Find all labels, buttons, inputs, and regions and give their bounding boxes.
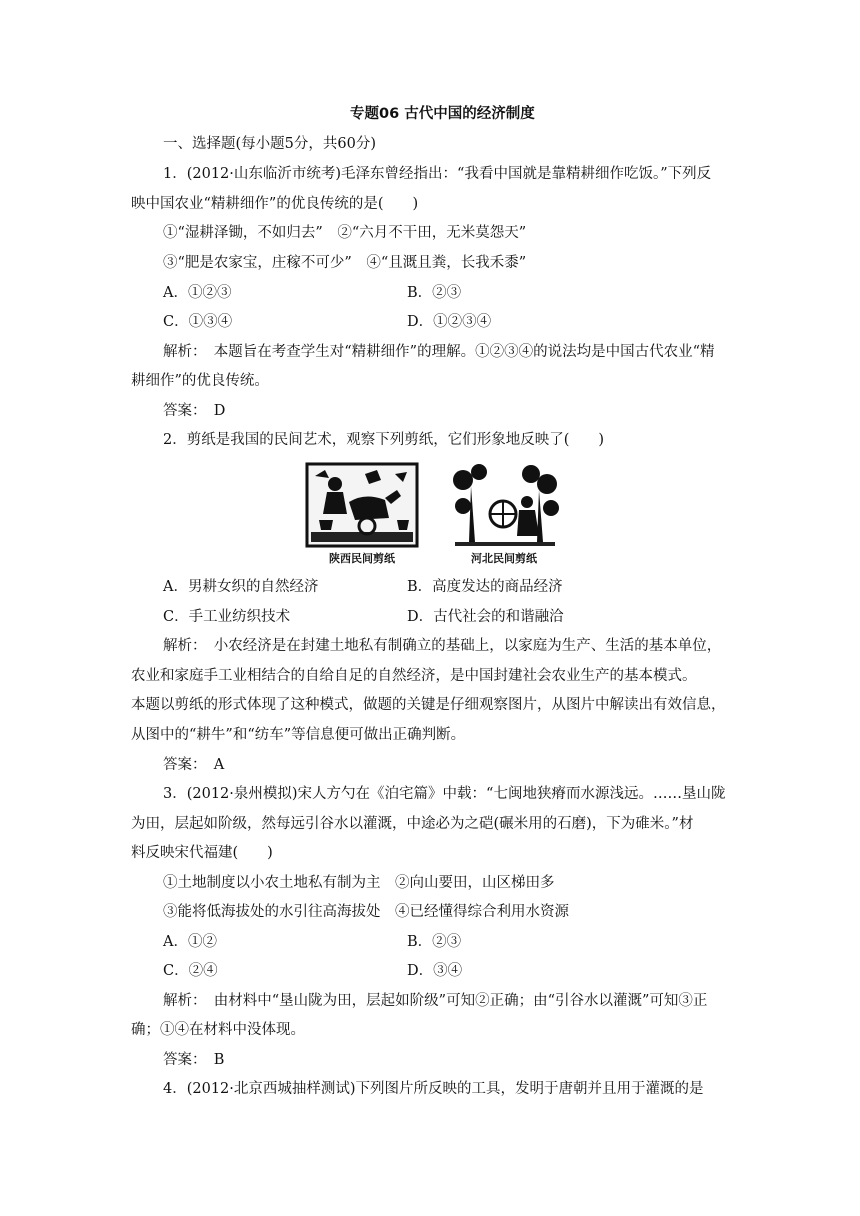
q2-stem: 2．剪纸是我国的民间艺术，观察下列剪纸，它们形象地反映了( ): [163, 432, 605, 448]
q2-analysis-line3: 本题以剪纸的形式体现了这种模式，做题的关键是仔细观察图片，从图片中解读出有效信息，: [131, 697, 726, 713]
q4-stem: 4．(2012·北京西城抽样测试)下列图片所反映的工具，发明于唐朝并且用于灌溉的是: [163, 1081, 704, 1097]
q1-stem-line1: 1．(2012·山东临沂市统考)毛泽东曾经指出：“我看中国就是靠精耕细作吃饭。”下列反: [163, 166, 712, 182]
q3-option-b: B．②③: [407, 934, 462, 950]
q3-analysis-line2: 确；①④在材料中没体现。: [131, 1022, 305, 1038]
q1-items-line2: ③“肥是农家宝，庄稼不可少” ④“且溉且粪，长我禾黍”: [163, 255, 527, 271]
q3-items-line2: ③能将低海拔处的水引往高海拔处 ④已经懂得综合利用水资源: [163, 904, 569, 920]
q3-option-a: A．①②: [163, 934, 217, 950]
q1-analysis-line2: 耕细作”的优良传统。: [131, 373, 269, 389]
q3-analysis-line1: 解析： 由材料中“垦山陇为田，层起如阶级”可知②正确；由“引谷水以灌溉”可知③正: [163, 993, 708, 1009]
q1-stem-line2: 映中国农业“精耕细作”的优良传统的是( ): [131, 196, 419, 212]
shaanxi-paper-cut-image: [305, 462, 419, 548]
q3-answer: 答案： B: [163, 1052, 225, 1068]
q3-stem-line1: 3．(2012·泉州模拟)宋人方勺在《泊宅篇》中载：“七闽地狭瘠而水源浅远。……垦山陇: [163, 786, 726, 802]
q2-answer: 答案： A: [163, 757, 225, 773]
q2-option-c: C．手工业纺织技术: [163, 609, 291, 625]
q2-analysis-line1: 解析： 小农经济是在封建土地私有制确立的基础上，以家庭为生产、生活的基本单位，: [163, 638, 722, 654]
paper-cut-figure: [305, 462, 567, 566]
doc-title: 专题06 古代中国的经济制度: [350, 106, 535, 122]
hebei-paper-cut-image: [447, 462, 561, 548]
q1-option-d: D．①②③④: [407, 314, 492, 330]
q1-analysis-line1: 解析： 本题旨在考查学生对“精耕细作”的理解。①②③④的说法均是中国古代农业“精: [163, 344, 715, 360]
q2-option-d: D．古代社会的和谐融洽: [407, 609, 564, 625]
q1-items-line1: ①“湿耕泽锄，不如归去” ②“六月不干田，无米莫怨天”: [163, 225, 527, 241]
q3-items-line1: ①土地制度以小农土地私有制为主 ②向山要田，山区梯田多: [163, 875, 555, 891]
q1-option-c: C．①③④: [163, 314, 233, 330]
caption-left: 陕西民间剪纸: [329, 552, 395, 565]
q2-option-b: B．高度发达的商品经济: [407, 579, 563, 595]
q2-analysis-line2: 农业和家庭手工业相结合的自给自足的自然经济，是中国封建社会农业生产的基本模式。: [131, 668, 697, 684]
caption-right: 河北民间剪纸: [471, 552, 537, 565]
section-heading: 一、选择题(每小题5分，共60分): [163, 136, 376, 152]
q2-analysis-line4: 从图中的“耕牛”和“纺车”等信息便可做出正确判断。: [131, 727, 466, 743]
q2-option-a: A．男耕女织的自然经济: [163, 579, 319, 595]
q1-option-b: B．②③: [407, 285, 462, 301]
q3-option-c: C．②④: [163, 963, 218, 979]
q1-option-a: A．①②③: [163, 285, 232, 301]
q3-option-d: D．③④: [407, 963, 463, 979]
q1-answer: 答案： D: [163, 403, 226, 419]
q3-stem-line2: 为田，层起如阶级，然每远引谷水以灌溉，中途必为之硙(碾米用的石磨)，下为碓米。”材: [131, 816, 694, 832]
q3-stem-line3: 料反映宋代福建( ): [131, 845, 273, 861]
